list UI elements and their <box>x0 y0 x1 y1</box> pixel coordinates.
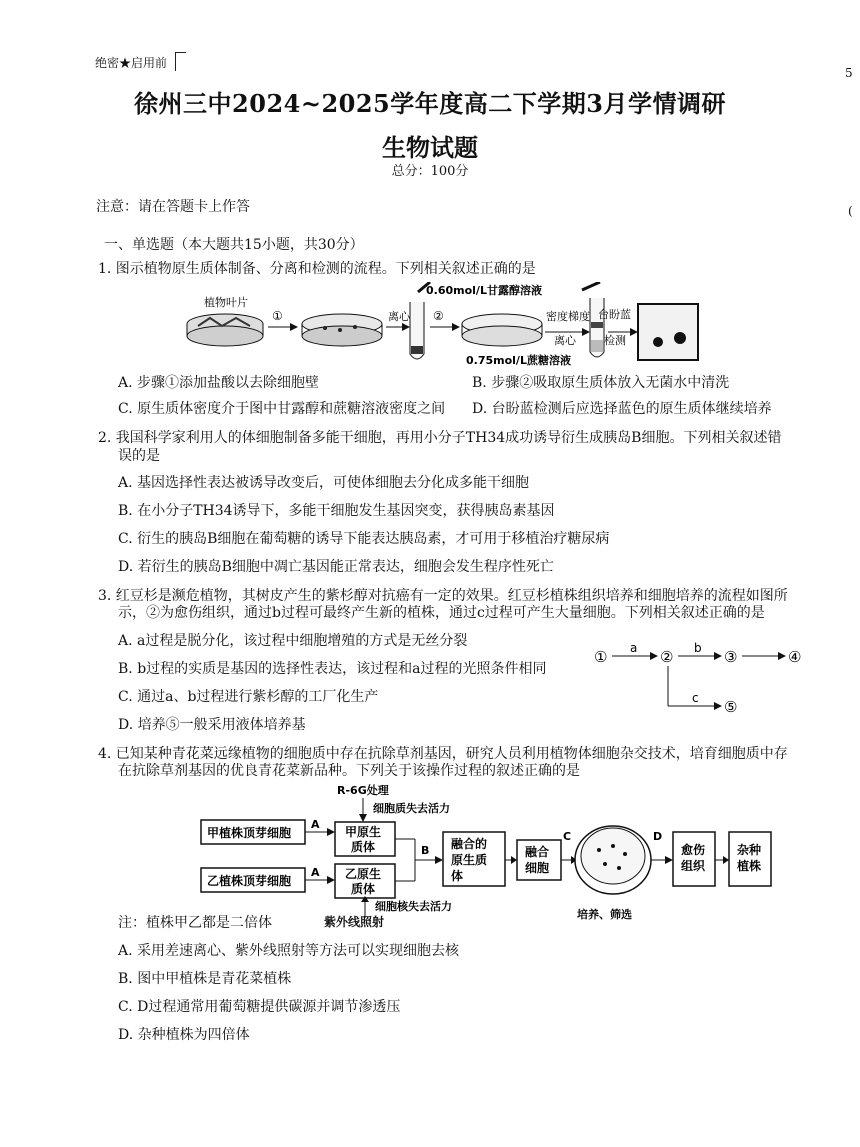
q4-option-a: A. 采用差速离心、紫外线照射等方法可以实现细胞去核 <box>118 943 460 959</box>
q1-option-b: B. 步骤②吸取原生质体放入无菌水中清洗 <box>472 375 730 391</box>
q4-arrow-b: B <box>421 844 430 857</box>
q4-note: 注：植株甲乙都是二倍体 <box>118 915 272 931</box>
q2-option-a: A. 基因选择性表达被诱导改变后，可使体细胞去分化成多能干细胞 <box>118 475 530 491</box>
subject-title: 生物试题 <box>382 133 478 162</box>
q2-option-c: C. 衍生的胰岛B细胞在葡萄糖的诱导下能表达胰岛素，才可用于移植治疗糖尿病 <box>118 531 610 547</box>
q4-figure <box>195 784 775 924</box>
q4-jia-cell: 甲植株顶芽细胞 <box>207 826 292 840</box>
q4-option-b: B. 图中甲植株是青花菜植株 <box>118 971 292 987</box>
q4-option-c: C. D过程通常用葡萄糖提供碳源并调节渗透压 <box>118 999 401 1015</box>
total-score: 总分：100分 <box>391 164 469 179</box>
page-title: 徐州三中2024~2025学年度高二下学期3月学情调研 <box>134 89 726 118</box>
q1-option-a: A. 步骤①添加盐酸以去除细胞壁 <box>118 375 320 391</box>
corner-mark <box>175 52 186 71</box>
q4-yi-proto-1: 乙原生 <box>345 867 382 881</box>
q4-cytoplasm-inactive: 细胞质失去活力 <box>373 802 450 815</box>
section-heading: 一、单选题（本大题共15小题，共30分） <box>104 237 364 253</box>
q3-node-1: ① <box>594 648 608 666</box>
margin-mark-1: 5 <box>845 66 853 80</box>
question-2-stem-line2: 误的是 <box>118 448 160 464</box>
answer-notice: 注意：请在答题卡上作答 <box>96 199 250 215</box>
question-4-stem-line1: 4. 已知某种青花菜远缘植物的细胞质中存在抗除草剂基因，研究人员利用植物体细胞杂交技术，培育细胞质中存 <box>98 746 788 762</box>
q1-step2: ② <box>433 309 444 323</box>
question-1-stem: 1. 图示植物原生质体制备、分离和检测的流程。下列相关叙述正确的是 <box>98 261 536 277</box>
q1-top-solution: 0.60mol/L甘露醇溶液 <box>426 284 542 297</box>
secret-label: 绝密★启用前 <box>95 56 168 70</box>
q1-figure <box>180 282 700 372</box>
q4-fused-proto-3: 体 <box>451 869 464 883</box>
q3-option-c: C. 通过a、b过程进行紫杉醇的工厂化生产 <box>118 689 379 705</box>
q1-dye: 台盼蓝 <box>598 308 631 321</box>
q4-yi-cell: 乙植株顶芽细胞 <box>207 874 292 888</box>
q4-callus-2: 组织 <box>681 859 706 873</box>
question-2-stem-line1: 2. 我国科学家利用人的体细胞制备多能干细胞，再用小分子TH34成功诱导衍生成胰岛B细胞。下列相关叙述错 <box>98 430 782 446</box>
question-4-stem-line2: 在抗除草剂基因的优良青花菜新品种。下列关于该操作过程的叙述正确的是 <box>118 763 580 779</box>
q3-node-3: ③ <box>724 648 738 666</box>
q4-option-d: D. 杂种植株为四倍体 <box>118 1027 250 1043</box>
q3-label-b: b <box>694 641 702 655</box>
q3-option-a: A. a过程是脱分化，该过程中细胞增殖的方式是无丝分裂 <box>118 633 468 649</box>
q2-option-d: D. 若衍生的胰岛B细胞中凋亡基因能正常表达，细胞会发生程序性死亡 <box>118 559 554 575</box>
margin-mark-2: ( <box>848 204 853 218</box>
q4-hybrid-2: 植株 <box>737 859 762 873</box>
q3-label-c: c <box>692 691 699 705</box>
q1-gradient-centrifuge: 离心 <box>554 334 576 347</box>
q4-fused-proto-1: 融合的 <box>451 837 488 851</box>
q3-figure <box>590 638 810 718</box>
q3-option-d: D. 培养⑤一般采用液体培养基 <box>118 717 306 733</box>
q4-r6g: R-6G处理 <box>337 784 389 797</box>
q4-fused-cell-1: 融合 <box>525 845 550 859</box>
q1-step1: ① <box>272 309 283 323</box>
q1-option-c: C. 原生质体密度介于图中甘露醇和蔗糖溶液密度之间 <box>118 401 446 417</box>
q4-nucleus-inactive: 细胞核失去活力 <box>375 900 452 913</box>
q4-fused-proto-2: 原生质 <box>451 853 488 867</box>
q1-detect: 检测 <box>604 334 626 347</box>
q4-arrow-d: D <box>653 830 663 843</box>
q4-arrow-a1: A <box>311 818 320 831</box>
q3-node-4: ④ <box>788 648 802 666</box>
q1-centrifuge: 离心 <box>388 310 410 323</box>
q1-leaf-label: 植物叶片 <box>204 296 248 309</box>
q3-label-a: a <box>630 641 638 655</box>
q4-hybrid-1: 杂种 <box>737 843 762 857</box>
q1-gradient: 密度梯度 <box>546 310 590 323</box>
q3-option-b: B. b过程的实质是基因的选择性表达，该过程和a过程的光照条件相同 <box>118 661 547 677</box>
q4-culture: 培养、筛选 <box>577 908 632 921</box>
q3-node-2: ② <box>660 648 674 666</box>
q4-callus-1: 愈伤 <box>681 843 706 857</box>
question-3-stem-line1: 3. 红豆杉是濒危植物，其树皮产生的紫杉醇对抗癌有一定的效果。红豆杉植株组织培养和细胞培养的流程如图所 <box>98 588 788 604</box>
q2-option-b: B. 在小分子TH34诱导下，多能干细胞发生基因突变，获得胰岛素基因 <box>118 503 555 519</box>
q1-option-d: D. 台盼蓝检测后应选择蓝色的原生质体继续培养 <box>472 401 772 417</box>
q4-jia-proto-2: 质体 <box>351 840 376 854</box>
q4-yi-proto-2: 质体 <box>351 882 376 896</box>
q1-bottom-solution: 0.75mol/L蔗糖溶液 <box>466 354 571 367</box>
q4-arrow-c: C <box>563 830 572 843</box>
q4-uv: 紫外线照射 <box>324 915 385 929</box>
question-3-stem-line2: 示，②为愈伤组织，通过b过程可最终产生新的植株，通过c过程可产生大量细胞。下列相关叙述正确的是 <box>118 605 765 621</box>
q4-jia-proto-1: 甲原生 <box>345 825 382 839</box>
q4-fused-cell-2: 细胞 <box>525 861 550 875</box>
q3-node-5: ⑤ <box>724 698 738 716</box>
q4-arrow-a2: A <box>311 866 320 879</box>
